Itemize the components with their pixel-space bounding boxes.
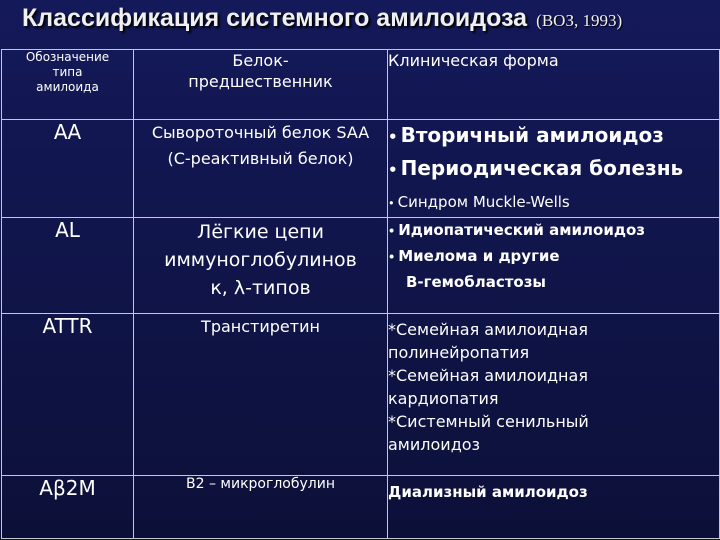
header-precursor-protein: Белок- предшественник (134, 50, 388, 120)
cell-clinical-aa (388, 120, 720, 218)
title-main: Классификация системного амилоидоза (22, 4, 528, 32)
cell-clinical-attr: *Семейная амилоидная полинейропатия *Семейная амилоидная кардиопатия *Системный сенильный амилоидоз (388, 314, 720, 476)
header-amyloid-type: Обозначение типа амилоида (2, 50, 134, 120)
table-header-row (2, 50, 720, 120)
list-item: • Синдром Muckle-Wells (388, 193, 570, 211)
list-item: • Идиопатический амилоидоз (388, 221, 645, 239)
table-row-aa (2, 120, 720, 218)
cell-code-al: AL (2, 218, 134, 314)
header-clinical-form: Клиническая форма (388, 50, 720, 120)
cell-code-aa: АА (2, 120, 134, 218)
list-item: • Вторичный амилоидоз (388, 123, 664, 147)
table-row-ab2m (2, 476, 720, 539)
cell-protein-attr: Транстиретин (134, 314, 388, 476)
cell-clinical-ab2m: Диализный амилоидоз (388, 476, 720, 539)
cell-protein-aa: Сывороточный белок SAA (С-реактивный белок) (134, 120, 388, 218)
list-item-continuation: В-гемобластозы (406, 273, 546, 291)
list-item: • Миелома и другие (388, 247, 560, 265)
slide-title (22, 4, 622, 33)
list-item: • Периодическая болезнь (388, 156, 684, 180)
cell-code-ab2m: Аβ2М (2, 476, 134, 539)
cell-protein-ab2m: В2 – микроглобулин (134, 476, 388, 539)
cell-protein-al: Лёгкие цепи иммуноглобулинов к, λ-типов (134, 218, 388, 314)
classification-table (1, 49, 720, 539)
cell-code-attr: ATTR (2, 314, 134, 476)
title-source: (ВОЗ, 1993) (536, 11, 623, 30)
table-row-al (2, 218, 720, 314)
table-row-attr (2, 314, 720, 476)
cell-clinical-al (388, 218, 720, 314)
